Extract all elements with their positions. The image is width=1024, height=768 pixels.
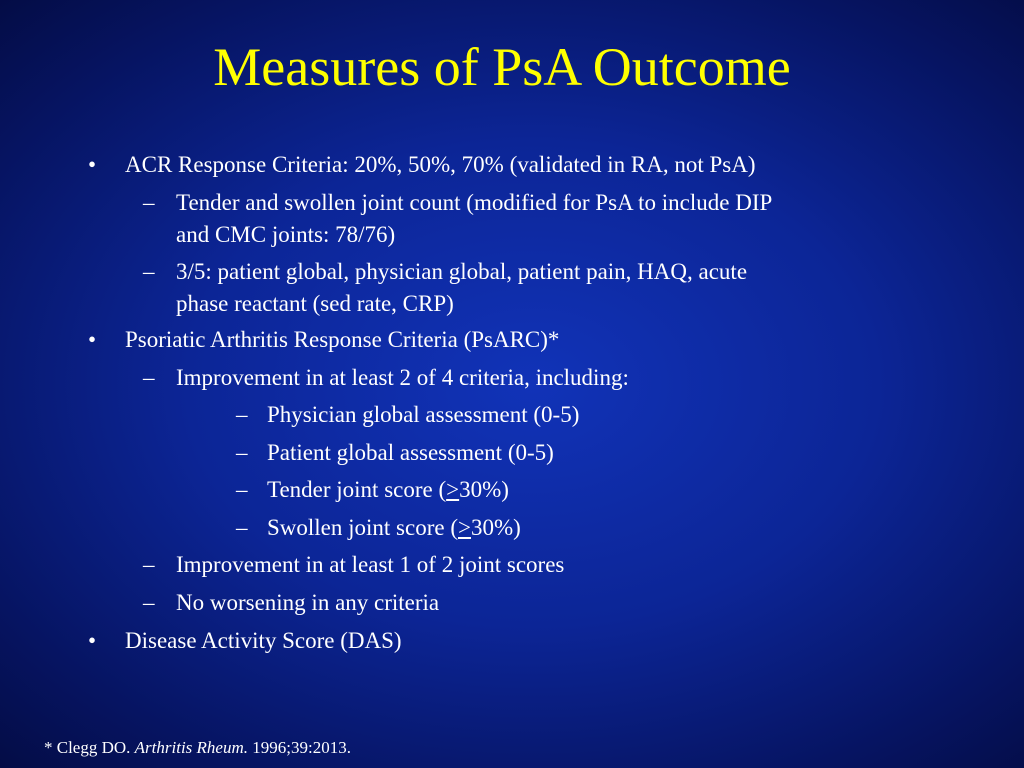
sub-item-no-worsening bbox=[143, 587, 440, 619]
sub-sub-item-patient-global bbox=[236, 437, 554, 469]
sub-sub-item-text: Patient global assessment (0-5) bbox=[267, 440, 554, 465]
sub-item-improvement-1-of-2 bbox=[143, 549, 565, 581]
sub-item-text-line-1: 3/5: patient global, physician global, patient pain, HAQ, acute bbox=[176, 259, 748, 284]
dash-marker: – bbox=[143, 590, 155, 615]
bullet-item-psarc bbox=[88, 324, 560, 356]
dash-marker: – bbox=[236, 477, 248, 502]
bullet-text: ACR Response Criteria: 20%, 50%, 70% (validated in RA, not PsA) bbox=[125, 152, 756, 177]
greater-equal-symbol: > bbox=[458, 515, 471, 540]
sub-sub-item-physician-global bbox=[236, 399, 580, 431]
footnote-citation: 1996;39:2013. bbox=[248, 738, 351, 757]
bullet-marker: • bbox=[88, 327, 97, 352]
sub-sub-item-text: Physician global assessment (0-5) bbox=[267, 402, 580, 427]
sub-item-text-line-1: Tender and swollen joint count (modified for PsA to include DIP bbox=[176, 190, 773, 215]
greater-equal-symbol: > bbox=[446, 477, 460, 502]
dash-marker: – bbox=[236, 402, 248, 427]
dash-marker: – bbox=[143, 365, 155, 390]
sub-item-three-of-five bbox=[143, 256, 748, 320]
sub-item-improvement-2-of-4 bbox=[143, 362, 629, 394]
footnote bbox=[44, 736, 351, 760]
sub-sub-item-text-suffix: 30%) bbox=[470, 515, 521, 540]
footnote-lead: * Clegg DO. bbox=[44, 738, 135, 757]
dash-marker: – bbox=[143, 259, 155, 284]
bullet-text: Psoriatic Arthritis Response Criteria (PsARC)* bbox=[125, 327, 560, 352]
sub-sub-item-text-prefix: Swollen joint score ( bbox=[267, 515, 458, 540]
sub-item-text-line-2: and CMC joints: 78/76) bbox=[176, 222, 396, 247]
sub-item-text: Improvement in at least 1 of 2 joint scores bbox=[176, 552, 565, 577]
sub-item-joint-count bbox=[143, 187, 773, 251]
dash-marker: – bbox=[236, 515, 248, 540]
bullet-marker: • bbox=[88, 628, 97, 653]
sub-sub-item-swollen-joint-score bbox=[236, 512, 521, 544]
slide-title: Measures of PsA Outcome bbox=[213, 37, 791, 97]
dash-marker: – bbox=[236, 440, 248, 465]
sub-sub-item-tender-joint-score bbox=[236, 474, 509, 506]
bullet-marker: • bbox=[88, 152, 97, 177]
bullet-item-acr-response-criteria bbox=[88, 149, 756, 181]
footnote-journal: Arthritis Rheum. bbox=[134, 738, 249, 757]
dash-marker: – bbox=[143, 552, 155, 577]
sub-item-text: No worsening in any criteria bbox=[176, 590, 440, 615]
bullet-text: Disease Activity Score (DAS) bbox=[125, 628, 402, 653]
bullet-item-das bbox=[88, 625, 402, 657]
sub-item-text-line-2: phase reactant (sed rate, CRP) bbox=[176, 291, 454, 316]
sub-sub-item-text-prefix: Tender joint score ( bbox=[267, 477, 447, 502]
dash-marker: – bbox=[143, 190, 155, 215]
sub-item-text: Improvement in at least 2 of 4 criteria, including: bbox=[176, 365, 629, 390]
sub-sub-item-text-suffix: 30%) bbox=[459, 477, 509, 502]
